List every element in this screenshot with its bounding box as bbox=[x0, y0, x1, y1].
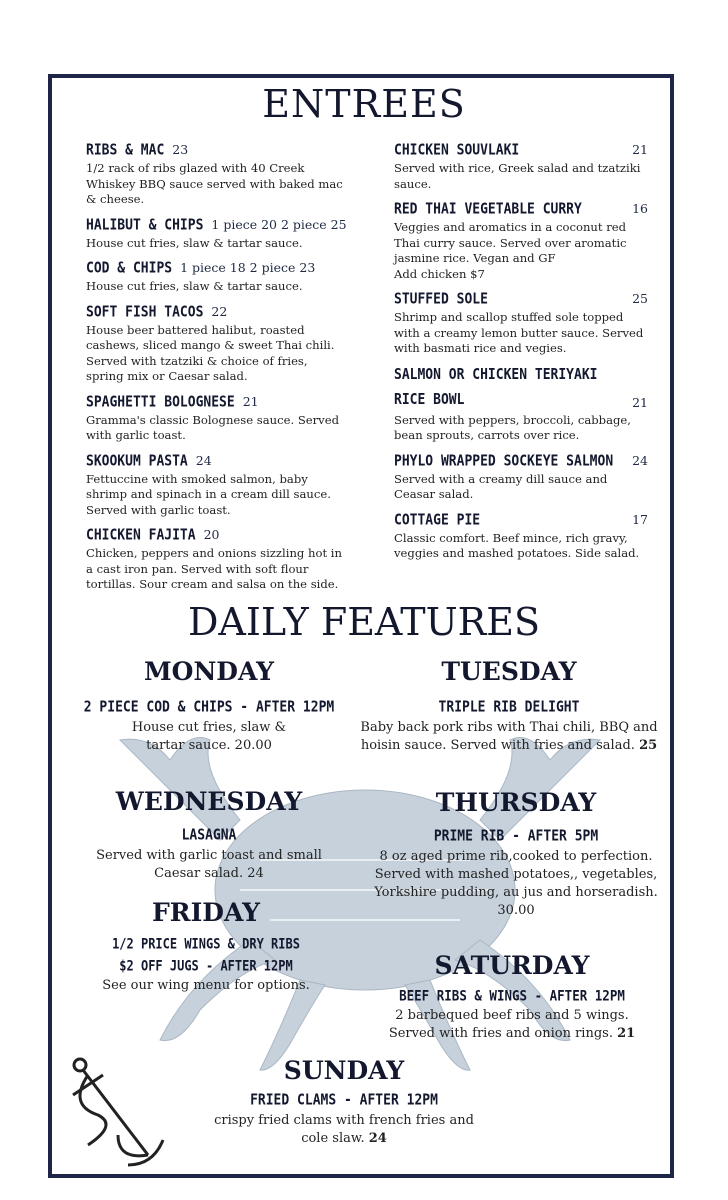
menu-item bbox=[394, 366, 648, 444]
menu-item bbox=[394, 512, 648, 562]
friday-feature bbox=[78, 898, 334, 995]
feature-item-secondary: $2 OFF JUGS - AFTER 12PM bbox=[119, 957, 293, 975]
thursday-feature bbox=[372, 788, 660, 920]
entrees-right-column bbox=[394, 142, 648, 571]
feature-price: 20.00 bbox=[234, 738, 272, 753]
item-name: COD & CHIPS bbox=[86, 259, 173, 278]
feature-price: 30.00 bbox=[497, 903, 535, 918]
item-price: 21 bbox=[632, 394, 648, 410]
feature-item: LASAGNA bbox=[181, 826, 237, 845]
item-description: Shrimp and scallop stuffed sole topped with a creamy lemon butter sauce. Served with basmati rice and vegies. bbox=[394, 310, 644, 355]
item-name: STUFFED SOLE bbox=[394, 290, 488, 309]
feature-item: PRIME RIB - AFTER 5PM bbox=[433, 827, 599, 846]
feature-price: 25 bbox=[639, 738, 658, 753]
menu-item bbox=[86, 260, 348, 295]
feature-text: Served with garlic toast and small Caesar salad. bbox=[96, 848, 322, 881]
feature-text: House cut fries, slaw & tartar sauce. bbox=[131, 720, 287, 753]
menu-item bbox=[86, 453, 348, 519]
feature-item: FRIED CLAMS - AFTER 12PM bbox=[250, 1091, 438, 1110]
item-description: Served with a creamy dill sauce and Ceasar salad. bbox=[394, 471, 608, 501]
feature-text: Baby back pork ribs with Thai chili, BBQ and hoisin sauce. Served with fries and salad. bbox=[360, 720, 658, 753]
item-description: Gramma's classic Bolognese sauce. Served with garlic toast. bbox=[86, 412, 340, 442]
item-name: SOFT FISH TACOS bbox=[86, 303, 204, 321]
item-name: RIBS & MAC bbox=[86, 141, 165, 160]
menu-item bbox=[86, 394, 348, 444]
item-price: 24 bbox=[632, 452, 648, 468]
item-description: Chicken, peppers and onions sizzling hot in a cast iron pan. Served with soft flour tortillas. Sour cream and salsa on the side. bbox=[86, 546, 342, 591]
item-name: SPAGHETTI BOLOGNESE bbox=[86, 393, 235, 411]
feature-description: See our wing menu for options. bbox=[102, 978, 310, 993]
feature-item: 2 PIECE COD & CHIPS - AFTER 12PM bbox=[83, 698, 335, 717]
item-price: 20 bbox=[203, 527, 220, 542]
item-name: SALMON OR CHICKEN TERIYAKI RICE BOWL bbox=[394, 365, 598, 409]
menu-item bbox=[394, 453, 648, 503]
item-extra: Add chicken $7 bbox=[394, 266, 485, 281]
feature-text: 8 oz aged prime rib,cooked to perfection. Served with mashed potatoes,, vegetables, Yorkshire pudding, au jus and horseradish. bbox=[374, 849, 658, 900]
item-description: Served with peppers, broccoli, cabbage, bean sprouts, carrots over rice. bbox=[394, 412, 631, 442]
item-description: House beer battered halibut, roasted cashews, sliced mango & sweet Thai chili. Served with tzatziki & choice of fries, spring mix or Caesar salad. bbox=[86, 322, 335, 383]
feature-text: 2 barbequed beef ribs and 5 wings. Served with fries and onion rings. bbox=[388, 1008, 629, 1041]
anchor-illustration bbox=[58, 1055, 178, 1175]
item-price: 22 bbox=[211, 303, 228, 319]
feature-description bbox=[380, 1007, 644, 1043]
saturday-feature bbox=[380, 951, 644, 1043]
item-price: 24 bbox=[195, 452, 212, 468]
item-description: Classic comfort. Beef mince, rich gravy, veggies and mashed potatoes. Side salad. bbox=[394, 530, 640, 560]
day-name: SATURDAY bbox=[434, 951, 590, 980]
item-price: 25 bbox=[632, 291, 648, 306]
item-price: 21 bbox=[632, 142, 648, 157]
item-description: 1/2 rack of ribs glazed with 40 Creek Whiskey BBQ sauce served with baked mac & cheese. bbox=[86, 161, 343, 206]
entrees-left-column bbox=[86, 142, 348, 602]
item-name: SKOOKUM PASTA bbox=[86, 452, 188, 470]
item-name: CHICKEN SOUVLAKI bbox=[394, 141, 520, 160]
feature-price: 21 bbox=[617, 1026, 636, 1041]
tuesday-feature bbox=[360, 657, 658, 755]
item-name: CHICKEN FAJITA bbox=[86, 526, 196, 545]
menu-item bbox=[394, 291, 648, 357]
menu-item bbox=[86, 142, 348, 208]
item-price: 17 bbox=[632, 511, 648, 527]
daily-features-title: DAILY FEATURES bbox=[187, 600, 541, 644]
day-name: SUNDAY bbox=[283, 1056, 405, 1085]
item-price: 1 piece 18 2 piece 23 bbox=[180, 260, 316, 275]
item-name: COTTAGE PIE bbox=[394, 511, 481, 529]
item-price: 1 piece 20 2 piece 25 bbox=[211, 216, 347, 232]
day-name: MONDAY bbox=[144, 657, 274, 686]
day-name: TUESDAY bbox=[441, 657, 577, 686]
menu-item bbox=[86, 217, 348, 252]
monday-feature bbox=[78, 657, 340, 755]
feature-description bbox=[372, 848, 660, 920]
menu-item bbox=[86, 304, 348, 385]
feature-description bbox=[194, 1112, 494, 1148]
entrees-title: ENTREES bbox=[262, 82, 466, 126]
item-description: Veggies and aromatics in a coconut red Thai curry sauce. Served over aromatic jasmine rice. Vegan and GF bbox=[394, 220, 627, 265]
item-name: HALIBUT & CHIPS bbox=[86, 216, 204, 234]
day-name: WEDNESDAY bbox=[115, 787, 303, 816]
item-name: RED THAI VEGETABLE CURRY bbox=[394, 200, 582, 219]
menu-item bbox=[394, 201, 648, 282]
item-description: House cut fries, slaw & tartar sauce. bbox=[86, 235, 303, 250]
menu-item bbox=[86, 527, 348, 593]
day-name: THURSDAY bbox=[435, 788, 597, 817]
item-description: House cut fries, slaw & tartar sauce. bbox=[86, 279, 303, 293]
day-name: FRIDAY bbox=[152, 898, 260, 927]
feature-item: TRIPLE RIB DELIGHT bbox=[438, 698, 580, 717]
wednesday-feature bbox=[72, 787, 346, 883]
item-price: 21 bbox=[242, 393, 259, 409]
feature-text: crispy fried clams with french fries and cole slaw. bbox=[214, 1113, 474, 1146]
sunday-feature bbox=[194, 1056, 494, 1148]
item-name: PHYLO WRAPPED SOCKEYE SALMON bbox=[394, 452, 614, 470]
feature-description bbox=[78, 719, 340, 755]
item-description: Served with rice, Greek salad and tzatziki sauce. bbox=[394, 161, 641, 191]
item-price: 16 bbox=[632, 201, 648, 216]
feature-price: 24 bbox=[368, 1131, 387, 1146]
menu-item bbox=[394, 142, 648, 192]
feature-description bbox=[360, 719, 658, 755]
feature-description bbox=[72, 847, 346, 883]
feature-item: 1/2 PRICE WINGS & DRY RIBS bbox=[112, 935, 300, 953]
feature-price: 24 bbox=[247, 866, 264, 881]
feature-item: BEEF RIBS & WINGS - AFTER 12PM bbox=[399, 986, 625, 1005]
item-description: Fettuccine with smoked salmon, baby shrimp and spinach in a cream dill sauce. Served with garlic toast. bbox=[86, 471, 331, 517]
item-price: 23 bbox=[172, 142, 189, 157]
